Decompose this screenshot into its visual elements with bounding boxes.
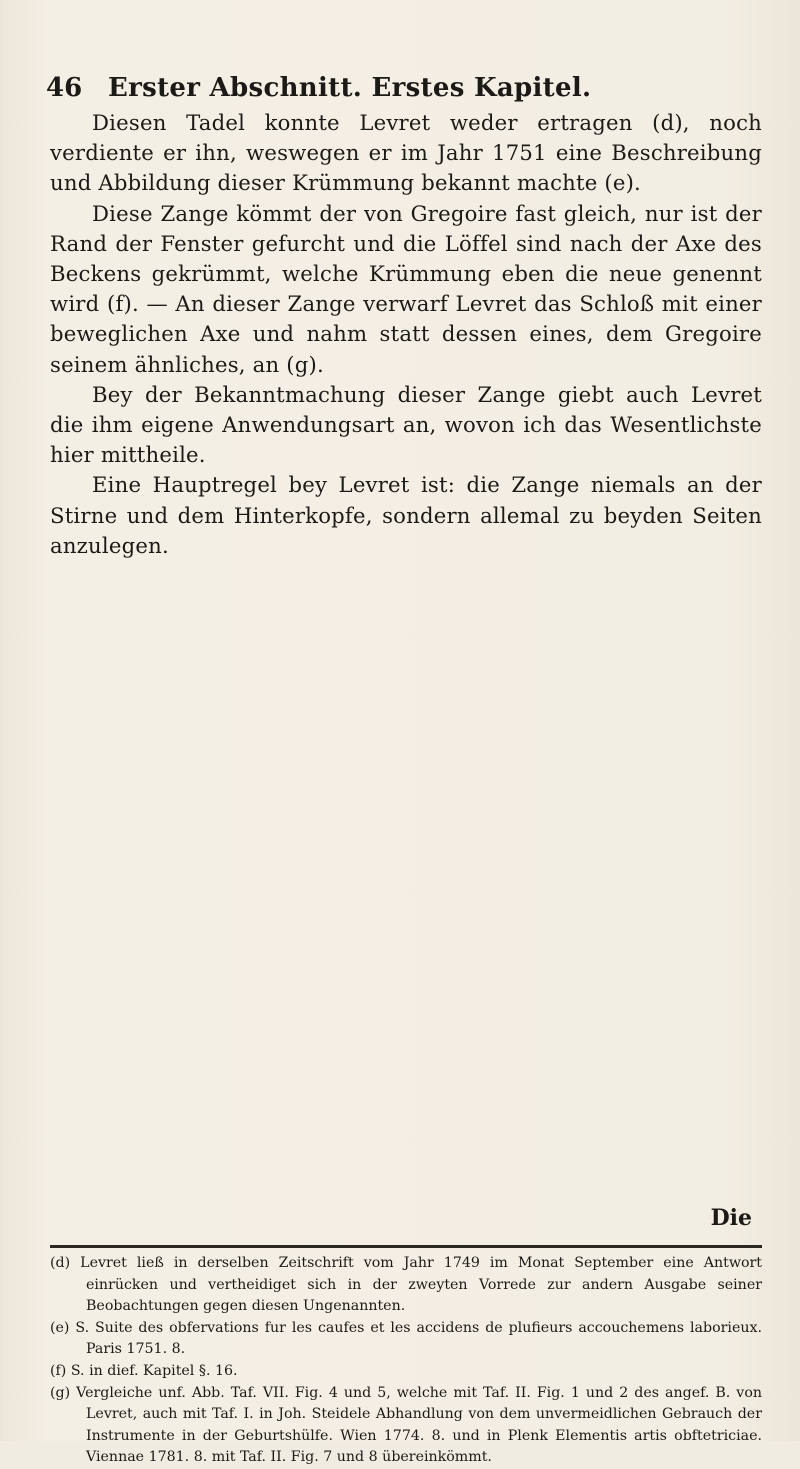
paragraph: Diese Zange kömmt der von Gregoire fast gleich, nur ist der Rand der Fenster gefurcht und die Löffel sind nach der Axe des Beckens gekrümmt, welche Krümmung eben die neue genennt wird (f). — An dieser Zange verwarf Levret das Schloß mit einer beweglichen Axe und nahm statt dessen eines, dem Gregoire seinem ähnliches, an (g). — [50, 200, 762, 377]
running-header — [46, 68, 746, 108]
paragraph: Bey der Bekanntmachung dieser Zange giebt auch Levret die ihm eigene Anwendungsart an, wovon ich das Wesentlichste hier mittheile. — [50, 381, 762, 468]
catchword: Die — [710, 1205, 752, 1231]
page-number: 46 — [46, 73, 83, 103]
footnote-f: (f) S. in dief. Kapitel §. 16. — [50, 1362, 238, 1379]
running-title: Erster Abschnitt. Erstes Kapitel. — [108, 73, 592, 103]
main-text — [50, 108, 762, 561]
paragraph: Eine Hauptregel bey Levret ist: die Zange niemals an der Stirne und dem Hinterkopfe, sondern allemal zu beyden Seiten anzulegen. — [50, 472, 762, 558]
paragraph: Diesen Tadel konnte Levret weder ertragen (d), noch verdiente er ihn, weswegen er im Jahr 1751 eine Beschreibung und Abbildung dieser Krümmung bekannt machte (e). — [50, 110, 762, 196]
footnote-divider — [50, 1245, 762, 1248]
footnote-g: (g) Vergleiche unf. Abb. Taf. VII. Fig. 4 und 5, welche mit Taf. II. Fig. 1 und 2 des angef. B. von Levret, auch mit Taf. I. in Joh. Steidele Abhandlung von dem unvermeidlichen Gebrauch der Instrumente in der Geburtshülfe. Wien 1774. 8. und in Plenk Elementis artis obftetriciae. Viennae 1781. 8. mit Taf. II. Fig. 7 und 8 übereinkömmt. — [50, 1384, 762, 1466]
footnotes — [50, 1253, 762, 1469]
footnote-e: (e) S. Suite des obfervations fur les caufes et les accidens de plufieurs accouchemens laborieux. Paris 1751. 8. — [50, 1319, 762, 1358]
footnote-d: (d) Levret ließ in derselben Zeitschrift vom Jahr 1749 im Monat September eine Antwort einrücken und vertheidiget sich in der zweyten Vorrede zur andern Ausgabe seiner Beobachtungen gegen diesen Ungenannten. — [50, 1255, 762, 1315]
